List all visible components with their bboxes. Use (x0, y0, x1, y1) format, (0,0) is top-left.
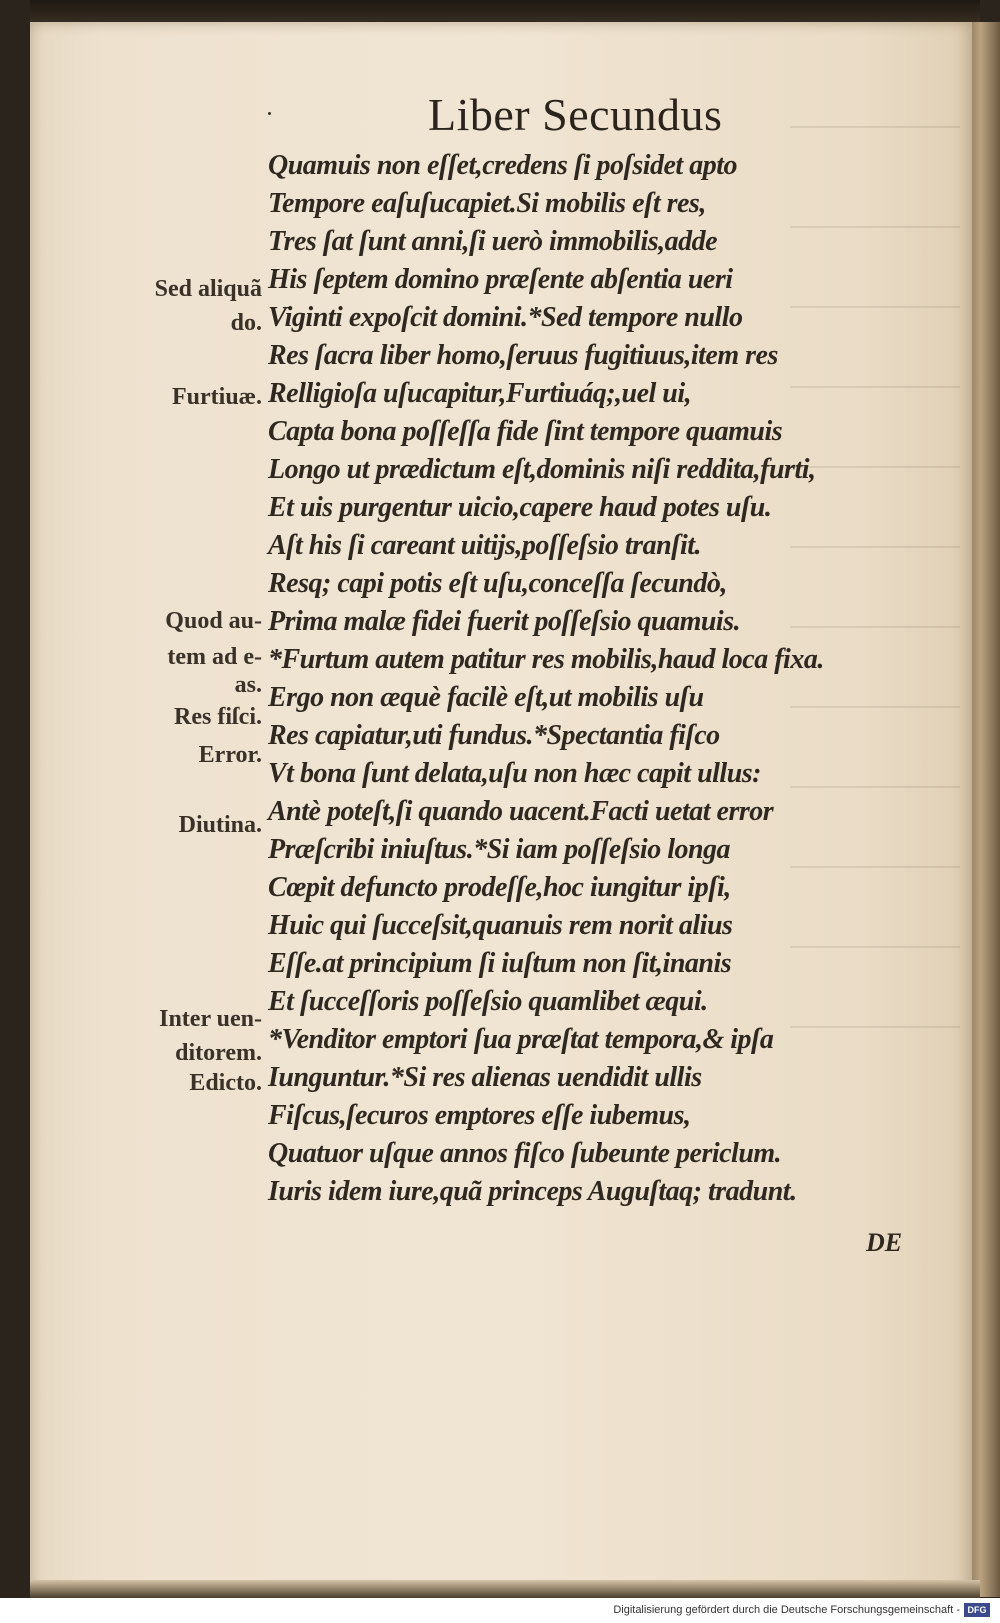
margin-note: as. (234, 672, 262, 698)
footer-credit: Digitalisierung gefördert durch die Deutsche Forschungsgemeinschaft - (613, 1604, 960, 1616)
verse-line: Et uis purgentur uicio,capere haud potes uſu. (268, 492, 772, 523)
margin-note: Furtiuæ. (172, 384, 262, 410)
verse-line: Fiſcus,ſecuros emptores eſſe iubemus, (268, 1100, 691, 1131)
margin-note: Error. (198, 742, 262, 768)
margin-note: Quod au- (165, 608, 262, 634)
verse-line: *Venditor emptori ſua præſtat tempora,& ipſa (268, 1024, 774, 1055)
facing-page-edge (968, 22, 1000, 1597)
verse-line: Prima malæ fidei fuerit poſſeſsio quamuis. (268, 606, 741, 637)
verse-line: *Furtum autem patitur res mobilis,haud loca fixa. (268, 644, 824, 675)
verse-line: Antè poteſt,ſi quando uacent.Facti uetat error (268, 796, 774, 827)
verse-line: Quamuis non eſſet,credens ſi poſsidet apto (268, 150, 737, 181)
verse-line: Viginti expoſcit domini.*Sed tempore nullo (268, 302, 743, 333)
verse-line: Res ſacra liber homo,ſeruus fugitiuus,item res (268, 340, 778, 371)
verse-line: Iunguntur.*Si res alienas uendidit ullis (268, 1062, 702, 1093)
margin-note: Res fiſci. (174, 704, 262, 730)
verse-line: Aſt his ſi careant uitijs,poſſeſsio tranſit. (268, 530, 702, 561)
verse-line: Resq; capi potis eſt uſu,conceſſa ſecundò, (268, 568, 727, 599)
verse-line: Res capiatur,uti fundus.*Spectantia fiſco (268, 720, 720, 751)
dfg-logo: DFG (964, 1603, 990, 1617)
verse-line: Iuris idem iure,quã princeps Auguſtaq; tradunt. (268, 1176, 797, 1207)
verse-line: Tempore eaſuſucapiet.Si mobilis eſt res, (268, 188, 706, 219)
verse-line: Vt bona ſunt delata,uſu non hæc capit ullus: (268, 758, 762, 789)
verse-line: Relligioſa uſucapitur,Furtiuáq;,uel ui, (268, 378, 692, 409)
verse-line: Longo ut prædictum eſt,dominis niſi reddita,furti, (268, 454, 816, 485)
verse-line: Huic qui ſucceſsit,quanuis rem norit alius (268, 910, 733, 941)
verse-line: His ſeptem domino præſente abſentia ueri (268, 264, 733, 295)
header-dot (268, 112, 271, 115)
verse-line: Eſſe.at principium ſi iuſtum non ſit,inanis (268, 948, 732, 979)
margin-note: Edicto. (189, 1070, 262, 1096)
verse-line: Cœpit defuncto prodeſſe,hoc iungitur ipſi, (268, 872, 731, 903)
margin-note: Sed aliquã (154, 276, 262, 302)
margin-note: Diutina. (178, 812, 262, 838)
page-bottom-edge (30, 1580, 980, 1598)
verse-line: Præſcribi iniuſtus.*Si iam poſſeſsio longa (268, 834, 731, 865)
verse-line: Ergo non æquè facilè eſt,ut mobilis uſu (268, 682, 704, 713)
verse-line: Capta bona poſſeſſa fide ſint tempore quamuis (268, 416, 783, 447)
margin-note: do. (230, 310, 262, 336)
margin-note: Inter uen- (159, 1006, 262, 1032)
running-head: Liber Secundus (428, 89, 723, 140)
margin-note: ditorem. (175, 1040, 262, 1066)
verse-line: Et ſucceſſoris poſſeſsio quamlibet æqui. (268, 986, 708, 1017)
verse-line: Quatuor uſque annos fiſco ſubeunte periclum. (268, 1138, 782, 1169)
verse-line: Tres ſat ſunt anni,ſi uerò immobilis,adde (268, 226, 718, 257)
margin-note: tem ad e- (167, 644, 262, 670)
catchword: DE (866, 1228, 903, 1257)
